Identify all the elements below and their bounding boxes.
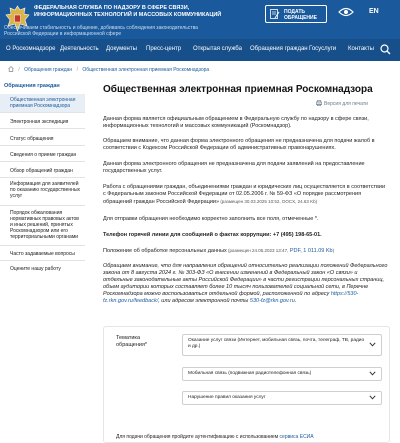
nav-item-press[interactable]: Пресс-центр xyxy=(146,46,182,52)
chevron-down-icon xyxy=(369,395,376,400)
nav-item-gosuslugi[interactable]: Госуслуги xyxy=(309,46,337,52)
printer-icon xyxy=(316,100,322,106)
nav-item-activity[interactable]: Деятельность xyxy=(60,46,99,52)
feedback-form-link[interactable]: https://530-fz.rkn.gov.ru/feedback/ xyxy=(103,291,359,304)
nav-item-contacts[interactable]: Контакты xyxy=(348,46,374,52)
topic-select-1[interactable]: Оказание услуг связи (Интернет, мобильная связь, почта, телеграф, ТВ, радио и др.) xyxy=(182,334,382,356)
esia-auth-note: Для подачи обращения пройдите аутентификацию с использованием сервиса ЕСИА xyxy=(116,434,314,440)
notice-paragraph: Обращаем внимание, что для направления обращений относительно реализации положений Федерального закона от 8 августа 2024 г. № 303-ФЗ «О внесении изменений в Федеральный закон «О связи» и отдельные законодательные акты Российской Федерации» в части регистрации персональных страниц, объем аудитории которых составляет более 10 тысяч пользователей социальной сети, в Перечне Роскомнадзора можно воспользоваться отдельной формой, расположенной по адресу https://530-fz.rkn.gov.ru/feedback/, или адресом электронной почты 530-fz@rkn.gov.ru. xyxy=(103,263,388,304)
sidebar-heading[interactable]: Обращения граждан xyxy=(4,83,60,89)
sidebar-item-reception-info[interactable]: Сведения о приеме граждан xyxy=(0,148,85,162)
agency-tagline: Обеспечиваем стабильность и общение, добиваясь соблюдения законодательства Российской Федерации в информационной сфере xyxy=(4,25,198,37)
eye-icon[interactable] xyxy=(338,7,354,17)
personal-data-pdf-link[interactable]: PDF, 1 011.09 Kb xyxy=(289,248,333,254)
no-complaints-paragraph: Обращаем внимание, что данная форма электронного обращения не предназначена для подачи жалоб в соответствии с Кодексом Российской Федерации об административных правонарушениях. xyxy=(103,138,375,151)
breadcrumb-item-current[interactable]: Общественная электронная приемная Роскомнадзора xyxy=(82,67,210,73)
document-pen-icon xyxy=(270,9,280,20)
intro-paragraph: Данная форма является официальным обращением в Федеральную службу по надзору в сфере связи, информационных технологий и массовых коммуникаций (Роскомнадзор). xyxy=(103,116,369,129)
sidebar-item-applicant-info[interactable]: Информация для заявителей по оказанию государственных услуг xyxy=(0,179,85,206)
law-docx-link[interactable]: DOCX, 24.63 Kb xyxy=(282,199,316,204)
sidebar-item-appeal-procedure[interactable]: Порядок обжалования нормативных правовых актов и иных решений, принятых Роскомнадзором или его территориальными органами xyxy=(0,208,85,246)
personal-data-paragraph: Положение об обработке персональных данных (размещен 24.05.2023 13:47, PDF, 1 011.09 Kb) xyxy=(103,248,335,254)
main-nav xyxy=(0,39,400,61)
submit-appeal-button[interactable]: ПОДАТЬ ОБРАЩЕНИЕ xyxy=(265,5,327,23)
sidebar-item-electronic-reception[interactable]: Общественная электронная приемная Роскомнадзора xyxy=(0,94,85,113)
nav-item-about[interactable]: О Роскомнадзоре xyxy=(6,46,56,52)
anticorruption-hotline: Телефон горячей линии для сообщений о фактах коррупции: +7 (495) 198-65-01. xyxy=(103,232,322,238)
chevron-down-icon xyxy=(369,371,376,376)
topic-select-3[interactable]: Нарушение правил оказания услуг xyxy=(182,391,382,405)
breadcrumb: / Обращения граждан / Общественная электронная приемная Роскомнадзора xyxy=(8,66,209,73)
breadcrumb-item-appeals[interactable]: Обращения граждан xyxy=(24,67,73,73)
topic-label: Тематика обращения* xyxy=(116,335,148,348)
esia-link[interactable]: сервиса ЕСИА xyxy=(279,434,314,440)
page-title: Общественная электронная приемная Роскомнадзора xyxy=(103,84,373,95)
language-switch[interactable]: EN xyxy=(369,8,379,15)
sidebar-item-appeals-review[interactable]: Обзор обращений граждан xyxy=(0,164,85,178)
print-version-link[interactable]: Версия для печати xyxy=(316,100,368,107)
search-icon[interactable] xyxy=(380,44,391,55)
feedback-email-link[interactable]: 530-fz@rkn.gov.ru xyxy=(249,298,295,304)
sidebar-item-appeal-status[interactable]: Статус обращения xyxy=(0,132,85,146)
sidebar-item-rate-us[interactable]: Оцените нашу работу xyxy=(10,266,61,272)
law-paragraph: Работа с обращениями граждан, объединениями граждан и юридических лиц осуществляется в соответствии с Федеральным законом Российской Федерации от 02.05.2006 г. № 59-ФЗ «О порядке рассмотрения обращений граждан Российской Федерации» (размещен 30.03.2025 10:52, DOCX, 24.63 Kb) xyxy=(103,184,386,205)
agency-name[interactable]: ФЕДЕРАЛЬНАЯ СЛУЖБА ПО НАДЗОРУ В СФЕРЕ СВЯЗИ, ИНФОРМАЦИОННЫХ ТЕХНОЛОГИЙ И МАССОВЫХ КОММУНИКАЦИЙ xyxy=(34,5,222,18)
site-header xyxy=(0,0,400,39)
chevron-down-icon xyxy=(369,342,376,347)
no-services-paragraph: Данная форма электронного обращения не предназначена для подачи заявлений на предоставление государственных услуг. xyxy=(103,161,365,174)
nav-item-documents[interactable]: Документы xyxy=(106,46,137,52)
topic-select-2[interactable]: Мобильная связь (подвижная радиотелефонная связь) xyxy=(182,367,382,381)
required-fields-note: Для отправки обращения необходимо корректно заполнить все поля, отмеченные *. xyxy=(103,216,319,222)
sidebar-item-faq[interactable]: Часто задаваемые вопросы xyxy=(0,247,85,261)
sidebar-item-electronic-expedition[interactable]: Электронная экспедиция xyxy=(0,115,85,129)
nav-item-citizen-appeals[interactable]: Обращения граждан xyxy=(250,46,308,52)
appeal-form xyxy=(103,326,390,443)
nav-item-open-service[interactable]: Открытая служба xyxy=(193,46,242,52)
home-icon[interactable] xyxy=(8,66,14,72)
